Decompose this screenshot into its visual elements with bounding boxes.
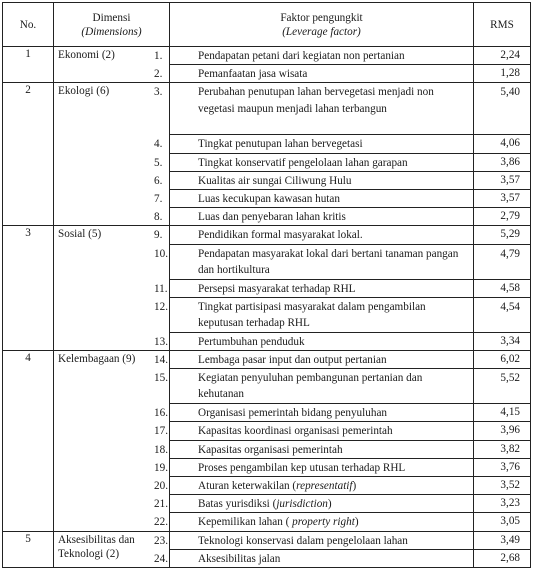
rms-value: 1,28 <box>474 65 531 83</box>
dimension-cell: Kelembagaan (9) <box>54 351 170 532</box>
factor-label: Lembaga pasar input dan output pertanian <box>198 354 387 367</box>
factor-label: Perubahan penutupan lahan bervegetasi menjadi non vegetasi maupun menjadi lahan terbangun <box>198 86 434 115</box>
rms-value: 3,82 <box>474 440 531 458</box>
factor-label: Aksesibilitas jalan <box>198 552 281 565</box>
factor-text <box>154 281 469 297</box>
rms-value: 3,49 <box>474 531 531 549</box>
table-row <box>3 83 531 135</box>
rms-value: 3,34 <box>474 332 531 350</box>
factor-number: 21. <box>154 498 168 511</box>
factor-number: 7. <box>154 193 163 206</box>
factor-text <box>154 227 469 243</box>
factor-label: Pendidikan formal masyarakat lokal. <box>198 229 363 242</box>
factor-cell <box>154 153 474 171</box>
table-row <box>3 351 531 369</box>
dimension-cell: Ekologi (6) <box>54 83 170 226</box>
factor-text <box>154 155 469 171</box>
factor-label-suffix: ) <box>352 480 357 493</box>
rms-value: 3,05 <box>474 513 531 531</box>
factor-text <box>154 423 469 439</box>
factor-label: Pertumbuhan penduduk <box>198 335 305 348</box>
factor-number: 10. <box>154 247 168 260</box>
row-number: 2 <box>3 83 54 226</box>
factor-number: 16. <box>154 407 168 420</box>
rms-value: 4,58 <box>474 279 531 297</box>
factor-number: 18. <box>154 443 168 456</box>
factor-label-suffix: ) <box>327 498 332 511</box>
factor-label: Aturan keterwakilan ( <box>198 480 297 493</box>
rms-value: 3,96 <box>474 422 531 440</box>
rms-value: 5,29 <box>474 226 531 244</box>
dimension-cell: Sosial (5) <box>54 226 170 351</box>
factor-label: Tingkat penutupan lahan bervegetasi <box>198 138 363 151</box>
rms-value: 3,57 <box>474 171 531 189</box>
rms-value: 3,52 <box>474 477 531 495</box>
factor-label: Pendapatan petani dari kegiatan non pertanian <box>198 50 405 62</box>
factor-label: Tingkat konservatif pengelolaan lahan garapan <box>198 156 408 169</box>
factor-number: 19. <box>154 461 168 474</box>
factor-cell <box>154 351 474 369</box>
rms-value: 6,02 <box>474 351 531 369</box>
factor-text <box>154 66 469 82</box>
factor-cell <box>154 279 474 297</box>
rms-value: 2,24 <box>474 47 531 65</box>
header-factor <box>170 3 474 47</box>
factor-number: 24. <box>154 552 168 565</box>
leverage-factor-table-container <box>2 2 530 568</box>
factor-number: 3. <box>154 86 163 99</box>
factor-cell <box>154 513 474 531</box>
factor-text <box>154 136 469 152</box>
factor-cell <box>154 65 474 83</box>
factor-label: Persepsi masyarakat terhadap RHL <box>198 282 356 295</box>
factor-text <box>154 173 469 189</box>
factor-cell <box>154 549 474 567</box>
factor-label: Pendapatan masyarakat lokal dari bertani tanaman pangan dan hortikultura <box>198 247 459 276</box>
factor-label-italic: jurisdiction <box>276 498 328 511</box>
table-row <box>3 47 531 65</box>
factor-text <box>154 191 469 207</box>
factor-cell <box>154 495 474 513</box>
factor-cell <box>154 135 474 153</box>
factor-number: 17. <box>154 425 168 438</box>
factor-number: 6. <box>154 174 163 187</box>
factor-text <box>154 84 469 116</box>
factor-cell <box>154 226 474 244</box>
factor-number: 23. <box>154 534 168 547</box>
factor-number: 1. <box>154 50 163 62</box>
factor-label: Pemanfaatan jasa wisata <box>198 68 308 81</box>
header-rms: RMS <box>474 3 531 47</box>
factor-text <box>154 514 469 530</box>
header-dimension-sub: (Dimensions) <box>81 25 142 38</box>
factor-text <box>154 48 469 64</box>
factor-text <box>154 370 469 402</box>
factor-text <box>154 551 469 567</box>
factor-label: Kualitas air sungai Ciliwung Hulu <box>198 174 352 187</box>
row-number: 1 <box>3 47 54 83</box>
factor-label: Teknologi konservasi dalam pengelolaan lahan <box>198 534 408 547</box>
factor-text <box>154 334 469 350</box>
factor-text <box>154 405 469 421</box>
factor-number: 12. <box>154 300 168 313</box>
factor-label-suffix: ) <box>354 516 359 529</box>
factor-label: Proses pengambilan kep utusan terhadap RHL <box>198 461 406 474</box>
leverage-factor-table <box>2 2 531 568</box>
factor-cell <box>154 47 474 65</box>
factor-number: 2. <box>154 68 163 81</box>
factor-text <box>154 496 469 512</box>
factor-label-italic: property right <box>292 516 355 529</box>
factor-label: Kegiatan penyuluhan pembangunan pertanian dan kehutanan <box>198 372 423 401</box>
factor-cell <box>154 531 474 549</box>
rms-value: 4,79 <box>474 244 531 279</box>
factor-label: Kapasitas koordinasi organisasi pemerintah <box>198 425 393 438</box>
factor-number: 20. <box>154 480 168 493</box>
rms-value: 3,57 <box>474 190 531 208</box>
factor-number: 9. <box>154 229 163 242</box>
header-dimension-main: Dimensi <box>92 11 131 24</box>
rms-value: 4,15 <box>474 404 531 422</box>
factor-label: Luas kecukupan kawasan hutan <box>198 193 340 206</box>
factor-label: Luas dan penyebaran lahan kritis <box>198 211 346 224</box>
factor-text <box>154 209 469 225</box>
factor-text <box>154 478 469 494</box>
rms-value: 3,23 <box>474 495 531 513</box>
header-dimension <box>54 3 170 47</box>
table-header-row <box>3 3 531 47</box>
factor-text <box>154 352 469 368</box>
dimension-cell: Aksesibilitas dan Teknologi (2) <box>54 531 170 567</box>
factor-cell <box>154 83 474 135</box>
factor-number: 13. <box>154 335 168 348</box>
factor-cell <box>154 440 474 458</box>
rms-value: 3,86 <box>474 153 531 171</box>
table-body <box>3 47 531 568</box>
row-number: 4 <box>3 351 54 532</box>
factor-label: Kapasitas organisasi pemerintah <box>198 443 343 456</box>
factor-label: Kepemilikan lahan ( <box>198 516 293 529</box>
rms-value: 5,40 <box>474 83 531 135</box>
factor-number: 22. <box>154 516 168 529</box>
factor-cell <box>154 297 474 332</box>
factor-text <box>154 246 469 278</box>
rms-value: 5,52 <box>474 369 531 404</box>
factor-number: 11. <box>154 282 168 295</box>
header-factor-sub: (Leverage factor) <box>282 25 361 38</box>
factor-text <box>154 460 469 476</box>
factor-number: 15. <box>154 372 168 385</box>
row-number: 3 <box>3 226 54 351</box>
factor-number: 14. <box>154 354 168 367</box>
table-row <box>3 226 531 244</box>
factor-cell <box>154 477 474 495</box>
factor-text <box>154 442 469 458</box>
factor-cell <box>154 244 474 279</box>
factor-cell <box>154 171 474 189</box>
factor-cell <box>154 458 474 476</box>
row-number: 5 <box>3 531 54 567</box>
dimension-cell: Ekonomi (2) <box>54 47 170 83</box>
table-row <box>3 531 531 549</box>
factor-cell <box>154 422 474 440</box>
factor-label: Tingkat partisipasi masyarakat dalam pengambilan keputusan terhadap RHL <box>198 300 426 330</box>
factor-label: Batas yurisdiksi ( <box>198 498 277 511</box>
rms-value: 3,76 <box>474 458 531 476</box>
header-factor-main: Faktor pengungkit <box>280 11 363 24</box>
factor-label: Organisasi pemerintah bidang penyuluhan <box>198 407 388 420</box>
rms-value: 2,68 <box>474 549 531 567</box>
factor-cell <box>154 190 474 208</box>
factor-number: 8. <box>154 211 163 224</box>
header-no: No. <box>3 3 54 47</box>
factor-number: 5. <box>154 156 163 169</box>
factor-cell <box>154 369 474 404</box>
rms-value: 4,06 <box>474 135 531 153</box>
factor-label-italic: representatif <box>296 480 353 493</box>
rms-value: 4,54 <box>474 297 531 332</box>
factor-cell <box>154 332 474 350</box>
rms-value: 2,79 <box>474 208 531 226</box>
factor-number: 4. <box>154 138 163 151</box>
factor-cell <box>154 208 474 226</box>
factor-text <box>154 299 469 331</box>
factor-cell <box>154 404 474 422</box>
